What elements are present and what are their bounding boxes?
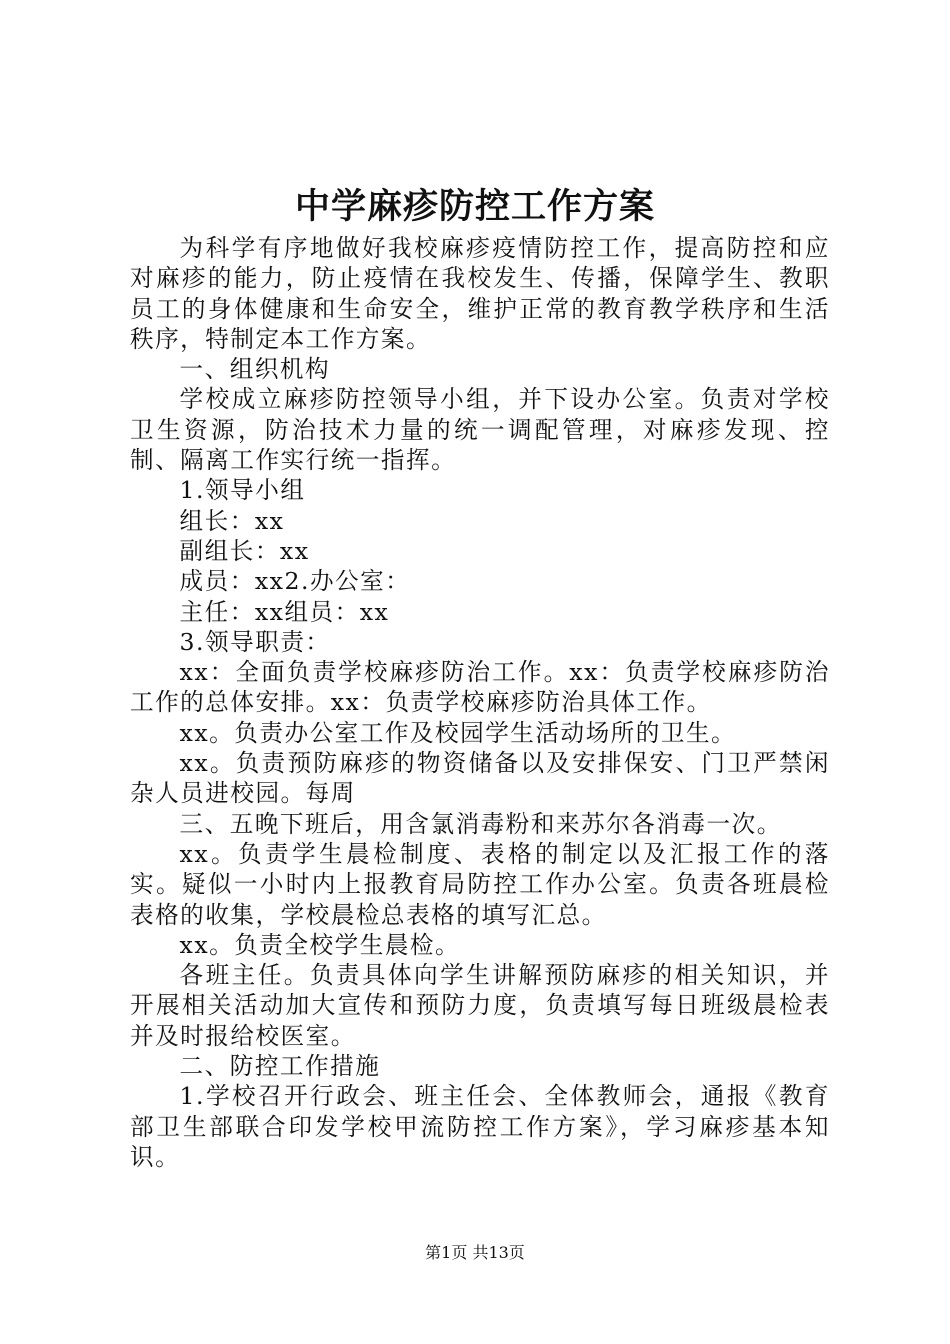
paragraph-duties-supplies: xx。负责预防麻疹的物资储备以及安排保安、门卫严禁闲杂人员进校园。每周 — [130, 749, 830, 808]
paragraph-duties-student-check: xx。负责全校学生晨检。 — [179, 930, 461, 959]
document-body — [130, 233, 830, 1172]
section-heading-measures: 二、防控工作措施 — [179, 1052, 381, 1081]
line-members: 成员：xx2.办公室： — [179, 567, 411, 596]
paragraph-organization: 学校成立麻疹防控领导小组，并下设办公室。负责对学校卫生资源，防治技术力量的统一调配管理，对麻疹发现、控制、隔离工作实行统一指挥。 — [130, 385, 830, 475]
document-title: 中学麻疹防控工作方案 — [294, 187, 655, 227]
paragraph-duties-morning-check: xx。负责学生晨检制度、表格的制定以及汇报工作的落实。疑似一小时内上报教育局防控工作办公室。负责各班晨检表格的收集，学校晨检总表格的填写汇总。 — [130, 839, 830, 929]
paragraph-disinfection: 三、五晚下班后，用含氯消毒粉和来苏尔各消毒一次。 — [179, 809, 782, 838]
page-number-footer: 第1页 共13页 — [425, 1243, 525, 1262]
paragraph-duties-overall: xx：全面负责学校麻疹防治工作。xx：负责学校麻疹防治工作的总体安排。xx：负责学校麻疹防治具体工作。 — [130, 658, 830, 717]
paragraph-intro: 为科学有序地做好我校麻疹疫情防控工作，提高防控和应对麻疹的能力，防止疫情在我校发生、传播，保障学生、教职员工的身体健康和生命安全，维护正常的教育教学秩序和生活秩序，特制定本工作方案。 — [130, 234, 830, 353]
section-heading-organization: 一、组织机构 — [179, 355, 331, 384]
line-deputy-leader: 副组长：xx — [179, 536, 310, 565]
line-director: 主任：xx组员：xx — [179, 597, 390, 626]
subheading-leadership-group: 1.领导小组 — [179, 476, 306, 505]
line-group-leader: 组长：xx — [179, 506, 285, 535]
subheading-leadership-duties: 3.领导职责： — [179, 627, 331, 656]
paragraph-measure-1: 1.学校召开行政会、班主任会、全体教师会，通报《教育部卫生部联合印发学校甲流防控工作方案》，学习麻疹基本知识。 — [130, 1082, 830, 1171]
paragraph-duties-head-teachers: 各班主任。负责具体向学生讲解预防麻疹的相关知识，并开展相关活动加大宣传和预防力度，负责填写每日班级晨检表并及时报给校医室。 — [130, 961, 830, 1050]
paragraph-duties-office: xx。负责办公室工作及校园学生活动场所的卫生。 — [179, 718, 737, 747]
